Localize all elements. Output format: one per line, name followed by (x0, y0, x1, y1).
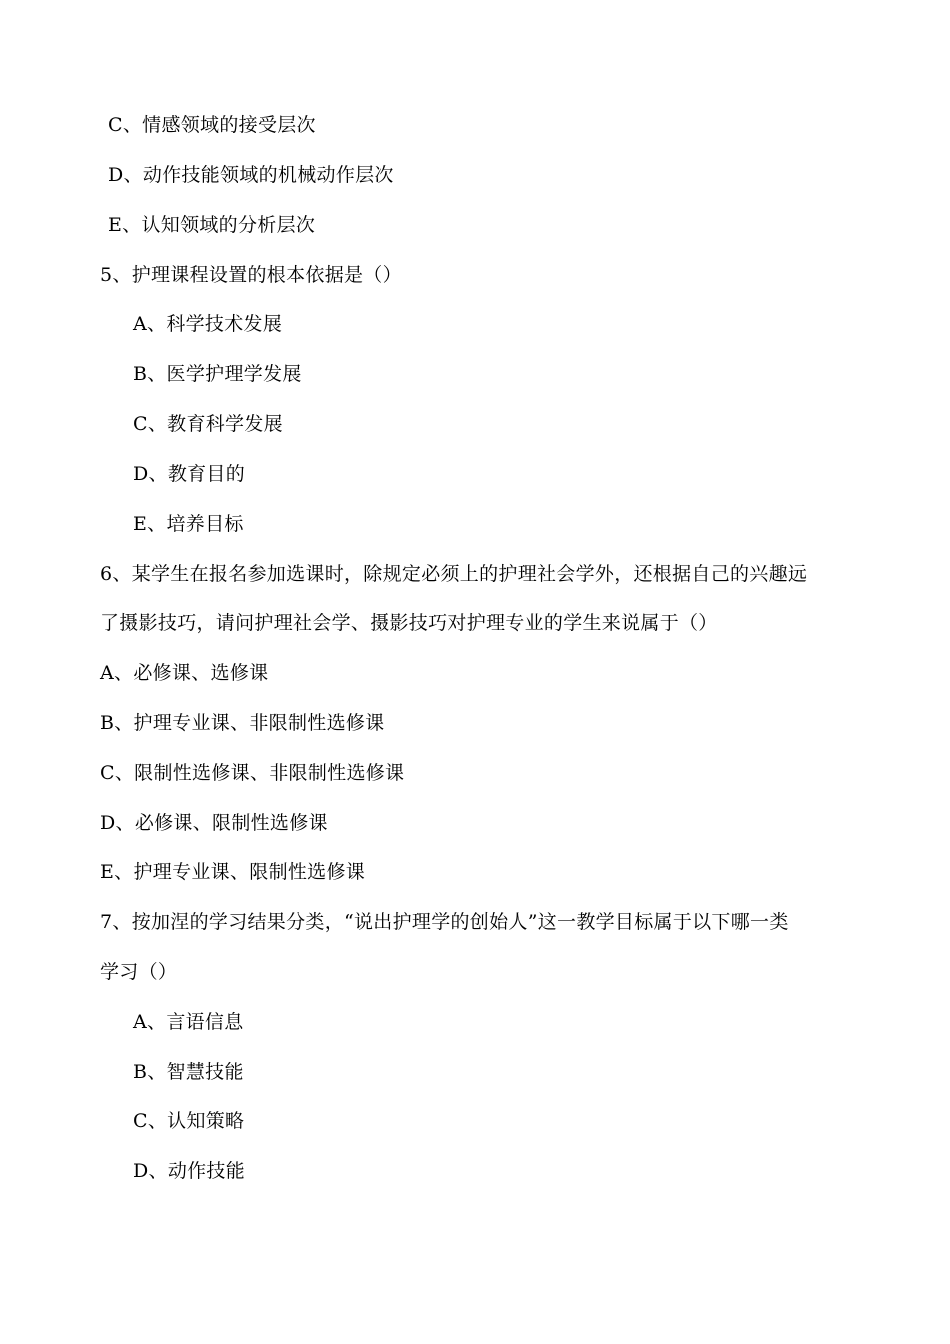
option-line: A、必修课、选修课 (100, 662, 269, 684)
question-line: 6、某学生在报名参加选课时，除规定必须上的护理社会学外，还根据自己的兴趣远 (100, 563, 808, 585)
option-line: B、护理专业课、非限制性选修课 (100, 712, 385, 734)
question-line: 7、按加涅的学习结果分类，“说出护理学的创始人”这一教学目标属于以下哪一类 (100, 911, 789, 933)
option-line: E、护理专业课、限制性选修课 (100, 861, 366, 883)
question-line: 5、护理课程设置的根本依据是（） (100, 264, 402, 286)
option-line: D、动作技能领域的机械动作层次 (108, 164, 394, 186)
option-line: C、限制性选修课、非限制性选修课 (100, 762, 405, 784)
option-line: C、教育科学发展 (133, 413, 283, 435)
option-line: B、智慧技能 (133, 1061, 244, 1083)
option-line: D、教育目的 (133, 463, 246, 485)
option-line: C、认知策略 (133, 1110, 245, 1132)
option-line: E、认知领域的分析层次 (108, 214, 316, 236)
question-line: 学习（） (100, 961, 178, 983)
option-line: C、情感领域的接受层次 (108, 114, 316, 136)
option-line: A、言语信息 (133, 1011, 244, 1033)
option-line: B、医学护理学发展 (133, 363, 302, 385)
option-line: D、动作技能 (133, 1160, 246, 1182)
option-line: E、培养目标 (133, 513, 244, 535)
option-line: D、必修课、限制性选修课 (100, 812, 328, 834)
question-line: 了摄影技巧，请问护理社会学、摄影技巧对护理专业的学生来说属于（） (100, 612, 718, 634)
option-line: A、科学技术发展 (133, 313, 283, 335)
